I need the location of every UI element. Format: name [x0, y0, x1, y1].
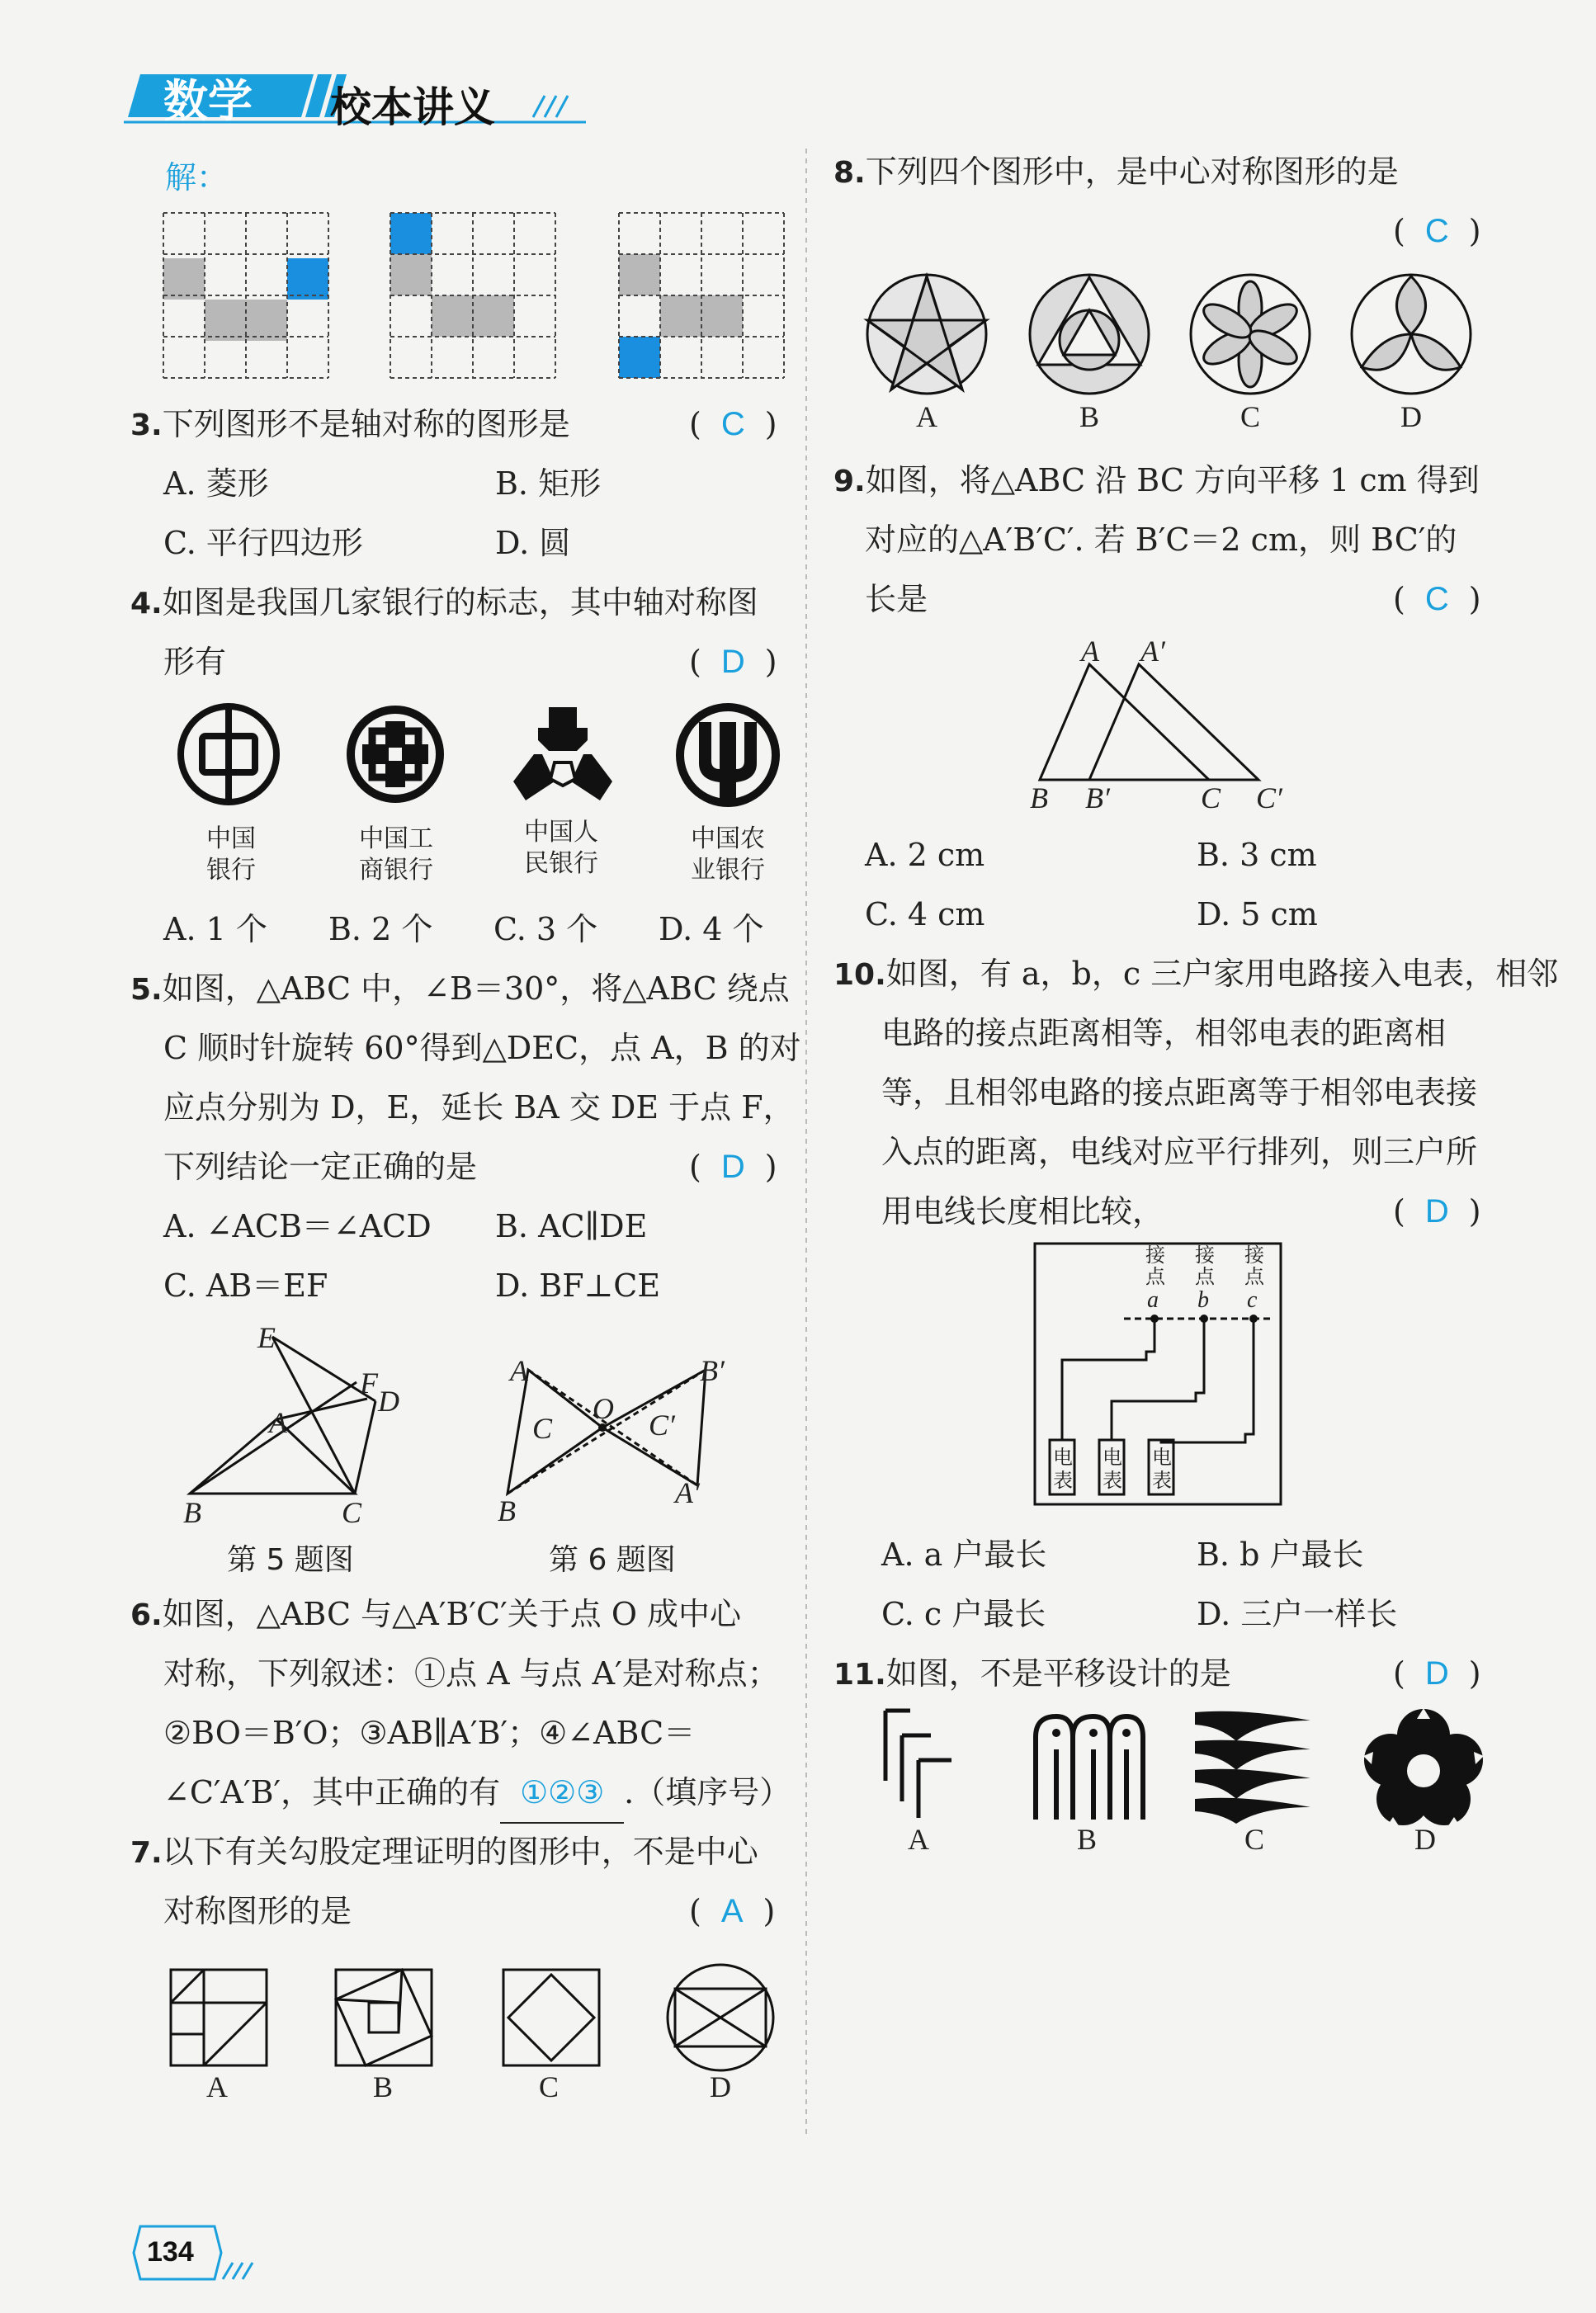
q10-option-a: A. a 户最长	[881, 1536, 1047, 1573]
q9-option-b: B. 3 cm	[1197, 837, 1317, 873]
q10-point-c: c	[1247, 1287, 1258, 1313]
q9-label-a-prime: A′	[1140, 635, 1165, 668]
q6-stem-line2: 对称，下列叙述：①点 A 与点 A′是对称点；	[163, 1655, 779, 1692]
q5-label-b: B	[183, 1496, 201, 1529]
q3-stem: 3.下列图形不是轴对称的图形是	[130, 406, 570, 442]
q11-label-a: A	[908, 1823, 929, 1856]
q11-label-d: D	[1414, 1823, 1436, 1856]
q3-answer: ( C )	[689, 406, 777, 442]
page-number: 134	[147, 2236, 194, 2268]
q8-figure-d	[1349, 272, 1473, 396]
q7-stem-line2: 对称图形的是	[163, 1893, 352, 1929]
q7-answer: ( A )	[689, 1893, 776, 1929]
boc-logo-icon	[177, 703, 280, 805]
q5-answer: ( D )	[689, 1149, 777, 1185]
q6-label-b-prime: B′	[700, 1354, 725, 1387]
solution-label: 解：	[165, 159, 229, 196]
column-divider	[805, 149, 808, 2137]
q10-stem-line2: 电路的接点距离相等，相邻电表的距离相	[881, 1015, 1447, 1051]
q6-label-a: A	[510, 1354, 528, 1387]
q10-contact-label-b: 接点	[1195, 1244, 1215, 1288]
q8-label-c: C	[1240, 400, 1261, 433]
q5-figure	[165, 1320, 413, 1518]
q5-label-c: C	[342, 1496, 362, 1529]
q6-stem-line1: 6.如图，△ABC 与△A′B′C′关于点 O 成中心	[130, 1596, 742, 1632]
q8-answer: ( C )	[1393, 213, 1481, 249]
q4-stem-line2: 形有	[163, 644, 227, 680]
q11-label-b: B	[1077, 1823, 1098, 1856]
abc-logo-icon	[674, 701, 781, 809]
q3-option-b: B. 矩形	[495, 465, 602, 502]
q10-stem-line4: 入点的距离，电线对应平行排列，则三户所	[881, 1134, 1478, 1170]
q10-option-d: D. 三户一样长	[1197, 1596, 1398, 1632]
q11-label-c: C	[1244, 1823, 1265, 1856]
q6-label-c-prime: C′	[649, 1409, 675, 1442]
q10-stem-line5: 用电线长度相比较，	[881, 1193, 1164, 1230]
q9-label-c-prime: C′	[1256, 781, 1282, 814]
q7-stem-line1: 7.以下有关勾股定理证明的图形中，不是中心	[130, 1834, 758, 1870]
q6-stem-line4: ∠C′A′B′，其中正确的有 ①②③ .（填序号）	[163, 1763, 791, 1824]
q10-meter-2: 电表	[1103, 1446, 1122, 1492]
q10-option-b: B. b 户最长	[1197, 1536, 1364, 1573]
q10-meter-3: 电表	[1152, 1446, 1172, 1492]
q10-contact-label-a: 接点	[1145, 1244, 1165, 1288]
q10-point-b: b	[1197, 1287, 1209, 1313]
q9-answer: ( C )	[1393, 581, 1481, 617]
q8-label-d: D	[1400, 400, 1422, 433]
q5-stem-line2: C 顺时针旋转 60°得到△DEC，点 A，B 的对	[163, 1030, 801, 1066]
q6-answer-blank: ①②③	[500, 1763, 624, 1824]
q9-label-b-prime: B′	[1085, 781, 1110, 814]
solution-grid-2	[390, 213, 555, 378]
q9-option-d: D. 5 cm	[1197, 896, 1318, 932]
q9-option-c: C. 4 cm	[865, 896, 985, 932]
q4-option-b: B. 2 个	[328, 911, 433, 947]
q11-figure-a	[881, 1706, 964, 1822]
q6-label-c: C	[532, 1412, 553, 1445]
bank-label-pboc: 中国人 民银行	[524, 818, 598, 878]
q5-label-f: F	[360, 1367, 378, 1400]
q10-stem-line3: 等，且相邻电路的接点距离等于相邻电表接	[881, 1074, 1478, 1111]
q5-option-b: B. AC∥DE	[495, 1208, 648, 1244]
q8-stem: 8.下列四个图形中，是中心对称图形的是	[833, 153, 1399, 190]
q9-stem-line2: 对应的△A′B′C′. 若 B′C＝2 cm，则 BC′的	[865, 522, 1457, 558]
bank-label-boc: 中国 银行	[206, 824, 256, 885]
q9-label-b: B	[1030, 781, 1048, 814]
q10-meter-1: 电表	[1053, 1446, 1073, 1492]
q9-option-a: A. 2 cm	[865, 837, 985, 873]
q4-option-d: D. 4 个	[659, 911, 764, 947]
q7-figure-a	[169, 1968, 268, 2067]
q11-figure-b	[1027, 1708, 1147, 1824]
q7-figure-c	[502, 1968, 601, 2067]
q11-figure-c	[1195, 1708, 1315, 1824]
q10-contact-label-c: 接点	[1244, 1244, 1264, 1288]
q3-option-a: A. 菱形	[163, 465, 269, 502]
solution-grid-3	[619, 213, 784, 378]
q6-label-a-prime: A′	[675, 1476, 700, 1509]
q9-figure	[1036, 660, 1291, 784]
q8-figure-a	[865, 272, 989, 396]
q6-label-b: B	[498, 1494, 516, 1527]
q5-option-c: C. AB＝EF	[163, 1267, 328, 1304]
solution-grid-1	[163, 213, 328, 378]
q6-caption: 第 6 题图	[549, 1543, 676, 1577]
q4-option-c: C. 3 个	[493, 911, 598, 947]
q8-label-b: B	[1079, 400, 1100, 433]
q4-answer: ( D )	[689, 644, 777, 680]
q5-option-a: A. ∠ACB＝∠ACD	[163, 1208, 432, 1244]
q6-stem-line3: ②BO＝B′O；③AB∥A′B′；④∠ABC＝	[163, 1715, 696, 1751]
q8-label-a: A	[916, 400, 937, 433]
q10-answer: ( D )	[1393, 1193, 1481, 1230]
q7-figure-b	[334, 1968, 433, 2067]
q7-label-a: A	[206, 2070, 228, 2103]
q5-caption: 第 5 题图	[227, 1543, 354, 1577]
q4-stem-line1: 4.如图是我国几家银行的标志，其中轴对称图	[130, 584, 758, 621]
q7-label-c: C	[539, 2070, 560, 2103]
q5-stem-line4: 下列结论一定正确的是	[163, 1149, 478, 1185]
q5-label-a: A	[269, 1406, 287, 1439]
header-book: 校本讲义	[330, 83, 495, 131]
q4-option-a: A. 1 个	[163, 911, 267, 947]
header-subject: 数学	[163, 75, 253, 127]
q5-label-e: E	[257, 1321, 276, 1354]
q10-option-c: C. c 户最长	[881, 1596, 1046, 1632]
q11-answer: ( D )	[1393, 1655, 1481, 1692]
q9-stem-line3: 长是	[865, 581, 928, 617]
q6-label-o: O	[593, 1392, 614, 1425]
q11-stem: 11.如图，不是平移设计的是	[833, 1655, 1231, 1692]
icbc-logo-icon	[344, 703, 446, 805]
bank-label-abc: 中国农 业银行	[691, 824, 765, 885]
q3-option-c: C. 平行四边形	[163, 525, 363, 561]
q10-point-a: a	[1147, 1287, 1159, 1313]
bank-label-icbc: 中国工 商银行	[359, 824, 433, 885]
q9-label-c: C	[1201, 781, 1221, 814]
q7-label-b: B	[373, 2070, 394, 2103]
q9-stem-line1: 9.如图，将△ABC 沿 BC 方向平移 1 cm 得到	[833, 462, 1480, 498]
q5-option-d: D. BF⊥CE	[495, 1267, 661, 1304]
q7-label-d: D	[710, 2070, 731, 2103]
pboc-logo-icon	[509, 703, 616, 810]
q7-figure-d	[665, 1962, 776, 2073]
q8-figure-c	[1188, 272, 1312, 396]
q10-stem-line1: 10.如图，有 a，b，c 三户家用电路接入电表，相邻	[833, 956, 1559, 992]
q3-option-d: D. 圆	[495, 525, 571, 561]
q5-stem-line3: 应点分别为 D，E，延长 BA 交 DE 于点 F，	[163, 1089, 795, 1126]
q9-label-a: A	[1081, 635, 1099, 668]
q5-label-d: D	[378, 1385, 399, 1418]
q8-figure-b	[1027, 272, 1151, 396]
q11-figure-d	[1362, 1706, 1485, 1830]
q5-stem-line1: 5.如图，△ABC 中，∠B＝30°，将△ABC 绕点	[130, 970, 790, 1007]
